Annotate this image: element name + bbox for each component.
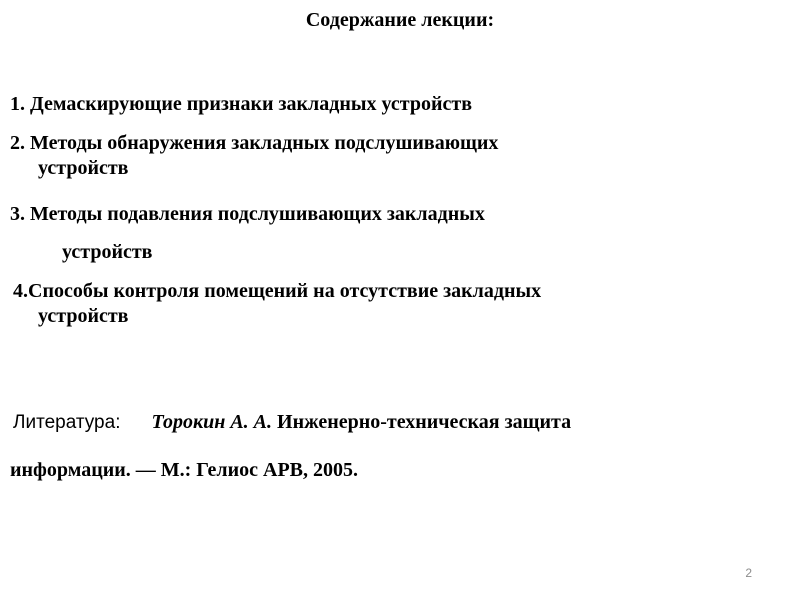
agenda-item-2 (10, 131, 498, 181)
agenda-item-3 (10, 202, 485, 265)
agenda-item-2-text: 2. Методы обнаружения закладных подслушивающих (10, 132, 499, 154)
agenda-item-4 (13, 279, 541, 329)
literature-reference (13, 410, 571, 435)
agenda-item-1-text: 1. Демаскирующие признаки закладных устройств (10, 93, 473, 115)
literature-title: Инженерно-техническая защита (277, 411, 572, 433)
agenda-item-4-continuation: устройств (38, 305, 129, 327)
agenda-item-1 (10, 92, 472, 117)
literature-author: Торокин А. А. (151, 411, 273, 433)
slide-title: Содержание лекции: (305, 9, 495, 31)
agenda-item-3-continuation: устройств (62, 241, 153, 263)
agenda-item-4-text: 4.Способы контроля помещений на отсутствие закладных (13, 280, 542, 302)
literature-title-continuation: информации. — М.: Гелиос АРВ, 2005. (10, 459, 358, 481)
literature-label: Литература: (13, 412, 121, 433)
page-number: 2 (745, 566, 752, 580)
agenda-item-3-text: 3. Методы подавления подслушивающих закладных (10, 203, 485, 225)
agenda-item-2-continuation: устройств (38, 157, 129, 179)
